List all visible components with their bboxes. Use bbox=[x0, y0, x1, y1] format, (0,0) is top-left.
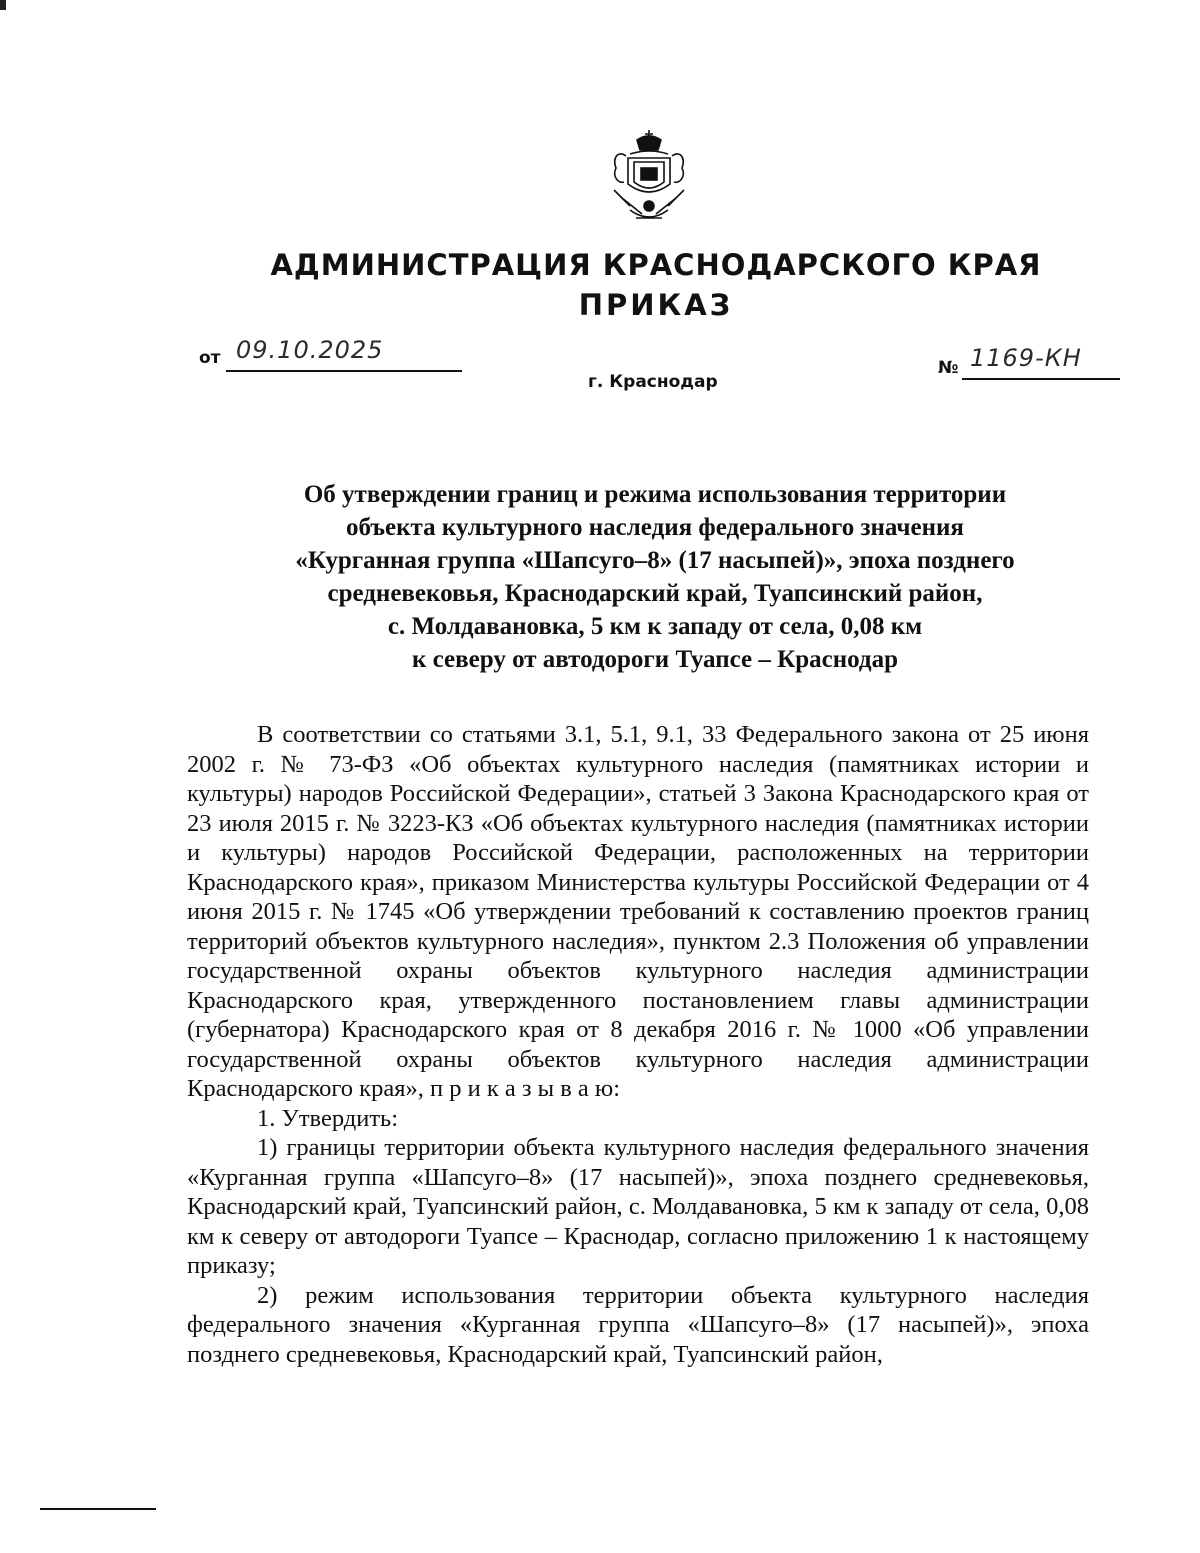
heading-line: средневековья, Краснодарский край, Туапсинский район, bbox=[327, 580, 983, 607]
footer-rule bbox=[40, 1508, 156, 1510]
clause-1-item-2: 2) режим использования территории объекта культурного наследия федерального значения «Курганная группа «Шапсуго–8» (17 насыпей)», эпоха позднего средневековья, Краснодарский край, Туапсинский район, bbox=[187, 1281, 1089, 1368]
city-label: г. Краснодар bbox=[588, 372, 718, 392]
document-type: ПРИКАЗ bbox=[578, 288, 734, 322]
number-underline bbox=[962, 378, 1120, 380]
scan-artifact bbox=[0, 0, 6, 10]
number-label: № bbox=[938, 358, 959, 378]
heading-line: с. Молдавановка, 5 км к западу от села, 0,08 км bbox=[387, 613, 923, 640]
coat-of-arms-emblem bbox=[608, 128, 690, 226]
order-body bbox=[187, 720, 1089, 1369]
date-underline bbox=[226, 370, 462, 372]
handwritten-date: 09.10.2025 bbox=[236, 336, 384, 364]
preamble-paragraph: В соответствии со статьями 3.1, 5.1, 9.1, 33 Федерального закона от 25 июня 2002 г. № 73-ФЗ «Об объектах культурного наследия (памятниках истории и культуры) народов Российской Федерации», статьей 3 Закона Краснодарского края от 23 июля 2015 г. № 3223-КЗ «Об объектах культурного наследия (памятниках истории и культуры) народов Российской Федерации, расположенных на территории Краснодарского края», приказом Министерства культуры Российской Федерации от 4 июня 2015 г. № 1745 «Об утверждении требований к составлению проектов границ территорий объектов культурного наследия», пунктом 2.3 Положения об управлении государственной охраны объектов культурного наследия администрации Краснодарского края, утвержденного постановлением главы администрации (губернатора) Краснодарского края от 8 декабря 2016 г. № 1000 «Об управлении государственной охраны объектов культурного наследия администрации Краснодарского края», п р и к а з ы в а ю: bbox=[187, 721, 1089, 1102]
heading-line: «Курганная группа «Шапсуго–8» (17 насыпей)», эпоха позднего bbox=[295, 547, 1015, 574]
heading-line: объекта культурного наследия федерального значения bbox=[346, 514, 964, 541]
heading-line: Об утверждении границ и режима использования территории bbox=[303, 481, 1007, 508]
heading-line: к северу от автодороги Туапсе – Краснодар bbox=[412, 646, 898, 673]
organization-title: АДМИНИСТРАЦИЯ КРАСНОДАРСКОГО КРАЯ bbox=[270, 248, 1042, 282]
clause-1: 1. Утвердить: bbox=[257, 1104, 399, 1132]
clause-1-item-1: 1) границы территории объекта культурного наследия федерального значения «Курганная группа «Шапсуго–8» (17 насыпей)», эпоха позднего средневековья, Краснодарский край, Туапсинский район, с. Молдавановка, 5 км к западу от села, 0,08 км к северу от автодороги Туапсе – Краснодар, согласно приложению 1 к настоящему приказу; bbox=[187, 1134, 1089, 1279]
handwritten-number: 1169-КН bbox=[970, 344, 1082, 372]
date-label: от bbox=[199, 348, 221, 368]
order-heading bbox=[230, 478, 1080, 676]
